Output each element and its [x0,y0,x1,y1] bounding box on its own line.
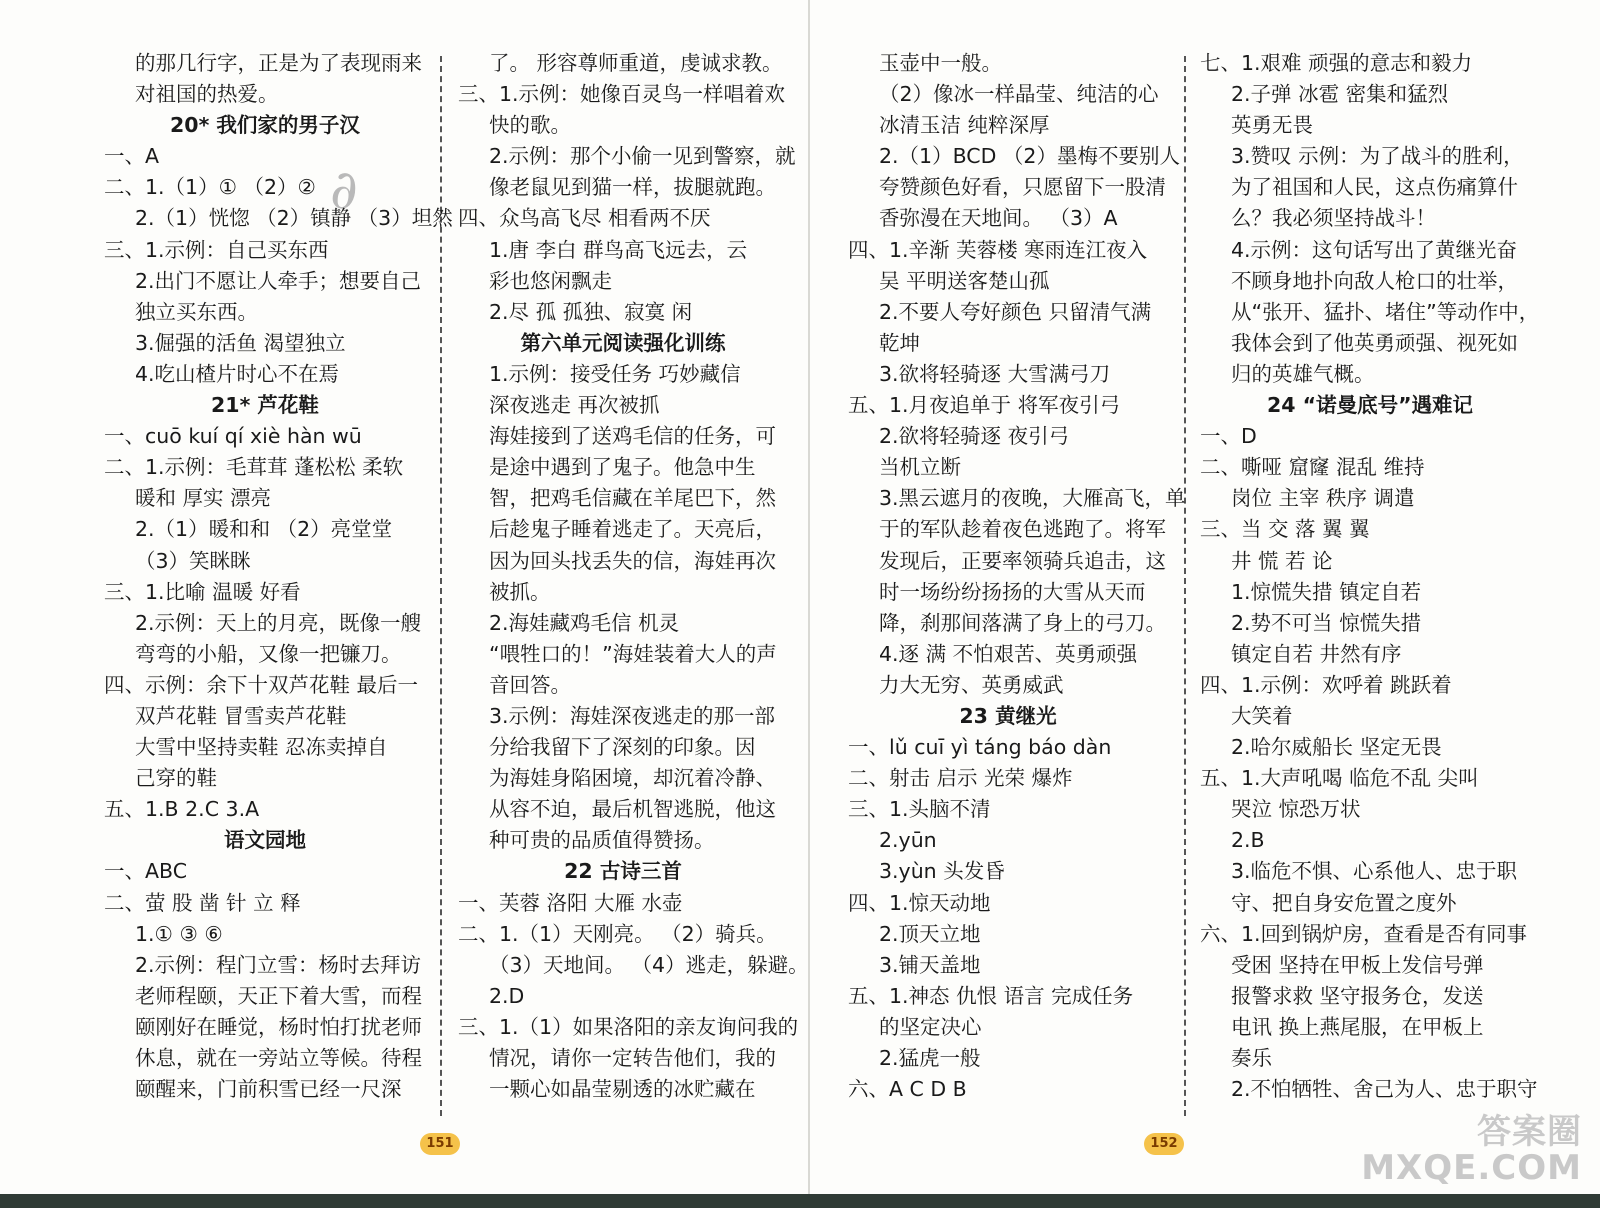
answer-line: 报警求救 坚守报务仓，发送 [1231,983,1484,1008]
answer-line: 一、A [104,144,160,169]
answer-line: 3.欲将轻骑逐 大雪满弓刀 [879,361,1111,386]
answer-line: 七、1.艰难 顽强的意志和毅力 [1200,51,1473,75]
answer-line: 五、1.神态 仇恨 语言 完成任务 [848,983,1134,1008]
answer-line: 2.哈尔威船长 坚定无畏 [1231,735,1442,760]
answer-line: 五、1.大声吼喝 临危不乱 尖叫 [1200,766,1479,791]
answer-line: 三、1.（1）如果洛阳的亲友询问我的 [458,1014,799,1039]
answer-line: 对祖国的热爱。 [135,82,279,107]
section-heading: 23 黄继光 [959,703,1057,728]
answer-line: 守、把自身安危置之度外 [1231,890,1457,915]
answer-line: 奏乐 [1231,1046,1272,1070]
answer-line: 被抓。 [489,579,551,604]
answer-line: 夸赞颜色好看，只愿留下一股清 [879,175,1166,200]
answer-line: 3.yùn 头发昏 [879,859,1005,884]
page-fold [808,0,810,1208]
answer-line: 不顾身地扑向敌人枪口的壮举， [1231,268,1518,293]
answer-line: 一颗心如晶莹剔透的冰贮藏在 [489,1077,756,1102]
answer-line: 智，把鸡毛信藏在羊尾巴下，然 [489,486,776,511]
answer-line: 二、1.（1）天刚亮。 （2）骑兵。 [458,921,777,946]
answer-line: 3.黑云遮月的夜晚，大雁高飞，单 [879,486,1186,511]
answer-line: 独立买东西。 [135,299,258,324]
answer-line: 2.子弹 冰雹 密集和猛烈 [1231,82,1449,107]
answer-line: 一、芙蓉 洛阳 大雁 水壶 [458,890,683,915]
answer-line: 1.惊慌失措 镇定自若 [1231,579,1422,604]
answer-line: 1.① ③ ⑥ [135,921,223,946]
answer-line: 大笑着 [1231,703,1293,728]
answer-line: 么？我必须坚持战斗！ [1231,206,1436,231]
answer-line: “喂牲口的！”海娃装着大人的声 [489,641,777,666]
section-heading: 第六单元阅读强化训练 [520,330,726,355]
answer-line: 2.D [489,983,525,1008]
answer-line: 五、1.月夜追单于 将军夜引弓 [848,393,1121,418]
answer-line: 情况，请你一定转告他们，我的 [489,1046,776,1070]
answer-line: 英勇无畏 [1231,113,1313,138]
watermark-logo [1361,1114,1582,1186]
answer-line: 从容不迫，最后机智逃脱，他这 [489,797,776,822]
answer-line: 二、嘶哑 窟窿 混乱 维持 [1200,455,1425,480]
answer-line: 2.示例：天上的月亮，既像一艘 [135,610,422,635]
answer-line: 是途中遇到了鬼子。他急中生 [489,455,756,480]
answer-line: 一、D [1200,424,1257,449]
answer-line: 镇定自若 井然有序 [1231,641,1402,666]
answer-line: 二、1.示例：毛茸茸 蓬松松 柔软 [104,455,404,480]
answer-line: 己穿的鞋 [135,766,217,791]
answer-line: 一、cuō kuí qí xiè hàn wū [104,424,362,449]
answer-line: 力大无穷、英勇威武 [879,672,1064,697]
answer-line: （3）笑眯眯 [135,548,251,573]
answer-line: 二、1.（1）① （2）② [104,175,316,200]
answer-line: 的那几行字，正是为了表现雨来 [135,51,422,75]
watermark-line2: MXQE.COM [1361,1148,1582,1188]
pencil-scribble: ∂ [330,158,358,221]
answer-line: 三、1.示例：自己买东西 [104,237,329,262]
answer-line: （2）像冰一样晶莹、纯洁的心 [879,82,1159,107]
answer-line: 分给我留下了深刻的印象。因 [489,735,756,760]
answer-line: 种可贵的品质值得赞扬。 [489,828,715,853]
answer-line: 大雪中坚持卖鞋 忍冻卖掉自 [135,735,388,760]
answer-line: 降，刹那间落满了身上的弓刀。 [879,610,1166,635]
answer-line: 2.猛虎一般 [879,1046,981,1070]
answer-line: 三、1.比喻 温暖 好看 [104,579,301,604]
answer-line: 深夜逃走 再次被抓 [489,393,660,418]
answer-line: 玉壶中一般。 [879,51,1002,75]
answer-line: 2.（1）恍惚 （2）镇静 （3）坦然 [135,206,453,231]
answer-line: 从“张开、猛扑、堵住”等动作中， [1231,299,1540,324]
answer-line: 颐刚好在睡觉，杨时怕打扰老师 [135,1014,422,1039]
answer-line: 3.铺天盖地 [879,952,981,977]
answer-line: 像老鼠见到猫一样，拔腿就跑。 [489,175,776,200]
answer-line: 3.赞叹 示例：为了战斗的胜利， [1231,144,1524,169]
answer-line: 彩也悠闲飘走 [489,268,612,293]
answer-line: 冰清玉洁 纯粹深厚 [879,113,1050,138]
answer-line: 休息，就在一旁站立等候。待程 [135,1046,422,1070]
answer-line: 吴 平明送客楚山孤 [879,268,1050,293]
watermark-line1: 答案圈 [1477,1112,1582,1152]
answer-line: 2.出门不愿让人牵手；想要自己 [135,268,422,293]
answer-line: 四、1.辛渐 芙蓉楼 寒雨连江夜入 [848,237,1148,262]
answer-line: 2.yūn [879,828,937,853]
answer-line: 老师程颐，天正下着大雪，而程 [135,983,422,1008]
section-heading: 22 古诗三首 [564,859,682,884]
page-number-left: 151 [420,1133,460,1155]
answer-line: 2.欲将轻骑逐 夜引弓 [879,424,1070,449]
answer-line: 三、1.头脑不清 [848,797,991,822]
answer-line: 2.B [1231,828,1265,853]
answer-line: 2.不怕牺牲、舍己为人、忠于职守 [1231,1077,1538,1102]
answer-line: 一、ABC [104,859,188,884]
answer-line: 后趁鬼子睡着逃走了。天亮后， [489,517,776,542]
answer-line: 暖和 厚实 漂亮 [135,486,272,511]
answer-line: 1.唐 李白 群鸟高飞远去，云 [489,237,748,262]
section-heading: 24 “诺曼底号”遇难记 [1266,393,1474,418]
answer-line: 3.临危不惧、心系他人、忠于职 [1231,859,1518,884]
answer-line: 音回答。 [489,672,571,697]
answer-column-2 [458,48,809,1105]
answer-line: 2.（1）BCD （2）墨梅不要别人 [879,144,1180,169]
answer-column-3 [848,48,1186,1105]
answer-column-4 [1200,48,1540,1105]
column-divider-right [1184,56,1186,1116]
answer-line: 3.倔强的活鱼 渴望独立 [135,330,346,355]
answer-line: 岗位 主宰 秩序 调遣 [1231,486,1415,511]
answer-line: 六、1.回到锅炉房，查看是否有同事 [1200,921,1528,946]
answer-line: 三、1.示例：她像百灵鸟一样唱着欢 [458,82,786,107]
answer-line: 二、萤 股 凿 针 立 释 [104,890,301,915]
answer-line: 为海娃身陷困境，却沉着冷静、 [489,766,776,791]
answer-line: 归的英雄气概。 [1231,361,1375,386]
answer-line: 我体会到了他英勇顽强、视死如 [1231,330,1518,355]
answer-line: 海娃接到了送鸡毛信的任务，可 [489,424,776,449]
answer-line: 双芦花鞋 冒雪卖芦花鞋 [135,703,347,728]
answer-line: 的坚定决心 [879,1014,982,1039]
answer-line: 2.（1）暖和和 （2）亮堂堂 [135,517,393,542]
answer-line: 于的军队趁着夜色逃跑了。将军 [879,517,1166,542]
answer-column-1 [104,48,453,1105]
section-heading: 语文园地 [224,828,306,853]
answer-line: 因为回头找丢失的信，海娃再次 [489,548,776,573]
answer-line: 2.不要人夸好颜色 只留清气满 [879,299,1152,324]
answer-line: 时一场纷纷扬扬的大雪从天而 [879,579,1146,604]
answer-line: 哭泣 惊恐万状 [1231,797,1361,822]
answer-line: 当机立断 [879,455,961,480]
answer-line: 2.示例：那个小偷一见到警察，就 [489,144,796,169]
answer-line: 3.示例：海娃深夜逃走的那一部 [489,703,776,728]
section-heading: 21* 芦花鞋 [211,393,319,418]
answer-line: 2.势不可当 惊慌失措 [1231,610,1422,635]
answer-line: 一、lǔ cuī yì táng báo dàn [848,735,1112,760]
page-number-right: 152 [1144,1133,1184,1155]
scan-bottom-edge [0,1194,1600,1208]
answer-line: 1.示例：接受任务 巧妙藏信 [489,361,741,386]
answer-line: 发现后，正要率领骑兵追击，这 [879,548,1166,573]
answer-line: 四、众鸟高飞尽 相看两不厌 [458,206,711,231]
answer-line: 六、A C D B [848,1077,967,1102]
answer-line: 三、当 交 落 翼 翼 [1200,517,1370,542]
answer-line: 2.示例：程门立雪：杨时去拜访 [135,952,422,977]
answer-line: 电讯 换上燕尾服，在甲板上 [1231,1014,1484,1039]
answer-line: 弯弯的小船，又像一把镰刀。 [135,641,402,666]
answer-line: 快的歌。 [489,113,571,138]
answer-line: 井 慌 若 论 [1231,548,1333,573]
answer-line: 了。 形容尊师重道，虔诚求教。 [489,51,783,75]
answer-line: 五、1.B 2.C 3.A [104,797,260,822]
answer-line: 四、1.惊天动地 [848,890,991,915]
answer-line: 2.顶天立地 [879,921,981,946]
answer-line: 四、1.示例：欢呼着 跳跃着 [1200,672,1452,697]
answer-line: 受困 坚持在甲板上发信号弹 [1231,952,1484,977]
answer-line: 4.示例：这句话写出了黄继光奋 [1231,237,1518,262]
answer-line: 颐醒来，门前积雪已经一尺深 [135,1077,402,1102]
answer-line: （3）天地间。 （4）逃走，躲避。 [489,952,809,977]
answer-line: 四、示例：余下十双芦花鞋 最后一 [104,672,419,697]
answer-line: 为了祖国和人民，这点伤痛算什 [1231,175,1518,200]
answer-line: 4.吃山楂片时心不在焉 [135,361,340,386]
section-heading: 20* 我们家的男子汉 [170,113,360,138]
answer-line: 乾坤 [879,330,920,355]
answer-line: 2.尽 孤 孤独、寂寞 闲 [489,299,693,324]
answer-line: 4.逐 满 不怕艰苦、英勇顽强 [879,641,1138,666]
answer-line: 2.海娃藏鸡毛信 机灵 [489,610,680,635]
answer-line: 二、射击 启示 光荣 爆炸 [848,766,1073,791]
answer-line: 香弥漫在天地间。 （3）A [879,206,1118,231]
